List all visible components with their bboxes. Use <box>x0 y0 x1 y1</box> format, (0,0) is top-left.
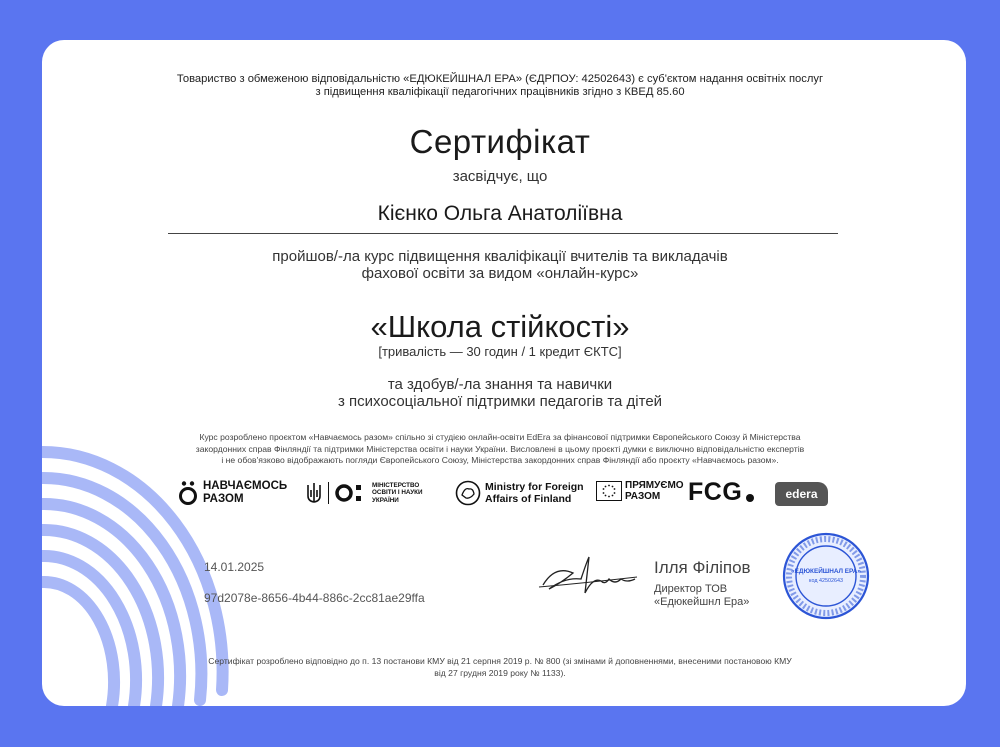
completed-line-2: фахової освіти за видом «онлайн-курс» <box>361 265 639 282</box>
seal-center-line-2: код 42502643 <box>809 578 843 584</box>
seal-center-line-1: «ЕДЮКЕЙШНАЛ ЕРА» <box>791 568 861 575</box>
mfa-line-1: Ministry for Foreign <box>485 481 584 493</box>
disclaimer-line-1: Курс розроблено проєктом «Навчаємось разом» спільно зі студією онлайн-освіти EdEra за фінансової підтримки Європейського Союзу й Міністерства <box>199 432 801 442</box>
signer-role-line-1: Директор ТОВ <box>654 583 728 595</box>
signature-image <box>535 555 640 600</box>
logo-edera <box>775 482 828 506</box>
mon-mark-icon <box>335 482 369 504</box>
partner-logos <box>0 472 1000 516</box>
header-line-2: з підвищення кваліфікації педагогічних працівників згідно з КВЕД 85.60 <box>315 86 685 98</box>
signer-name: Ілля Філіпов <box>654 558 751 577</box>
recipient-name: Кієнко Ольга Анатоліївна <box>377 202 623 225</box>
edera-text: edera <box>785 487 818 501</box>
fcg-text: FCG <box>688 478 743 506</box>
edera-badge <box>775 482 828 506</box>
footer-line-2: від 27 грудня 2019 року № 1133). <box>434 667 566 678</box>
mon-divider <box>328 482 329 504</box>
logo-eu-pryamuemo-razom <box>596 480 684 502</box>
acquired-line-2: з психосоціальної підтримки педагогів та дітей <box>337 393 663 410</box>
funding-disclaimer <box>0 432 1000 467</box>
official-seal-image <box>782 532 870 620</box>
navchaemos-line-2: РАЗОМ <box>203 493 244 505</box>
signer-role-line-2: «Едюкейшнл Ера» <box>654 596 750 608</box>
disclaimer-line-2: закордонних справ Фінляндії та підтримки Міністерства освіти і науки України. Висловлені в цьому проєкті думки є виключно відповідальністю експертів <box>195 443 805 454</box>
navchaemos-line-1: НАВЧАЄМОСЬ <box>203 480 288 492</box>
header-line-1: Товариство з обмеженою відповідальністю «ЕДЮКЕЙШНАЛ ЕРА» (ЄДРПОУ: 42502643) є суб'єктом надання освітніх послуг <box>176 73 824 85</box>
mon-line-1: МІНІСТЕРСТВО <box>372 482 420 490</box>
logo-navchaemos-razom <box>178 480 287 506</box>
completed-text <box>0 248 1000 282</box>
provider-header <box>0 73 1000 99</box>
certificate-id: 97d2078e-8656-4b44-886c-2cc81ae29ffa <box>204 591 425 605</box>
course-duration: [тривалість — 30 годин / 1 кредит ЄКТС] <box>378 344 622 359</box>
eu-flag-icon <box>596 481 622 501</box>
acquired-line-1: та здобув/-ла знання та навички <box>387 376 613 393</box>
certifies-text: засвідчує, що <box>452 168 548 185</box>
legal-footer <box>0 656 1000 679</box>
recipient-underline <box>168 233 838 234</box>
logo-fcg <box>688 478 754 507</box>
fcg-dot-icon <box>746 494 754 502</box>
certificate-title: Сертифікат <box>409 123 591 160</box>
disclaimer-line-3: і не обов'язково відображають погляди Європейського Союзу, Міністерства закордонних справ Фінляндії або проєкту «Навчаємось разом». <box>221 455 779 465</box>
course-title: «Школа стійкості» <box>370 309 630 344</box>
mon-line-2: ОСВІТИ І НАУКИ <box>372 489 423 497</box>
mon-line-3: УКРАЇНИ <box>372 496 399 504</box>
logo-ministry-education <box>306 482 423 504</box>
issue-date: 14.01.2025 <box>204 560 265 574</box>
trident-icon <box>306 482 322 504</box>
eu-line-1: ПРЯМУЄМО <box>625 480 684 491</box>
eu-line-2: РАЗОМ <box>625 491 661 502</box>
footer-line-1: Сертифікат розроблено відповідно до п. 13 постанови КМУ від 21 серпня 2019 р. № 800 (зі змінами й доповненнями, внесеними постановою КМУ <box>208 656 792 666</box>
signer-role <box>654 583 749 609</box>
acquired-text <box>0 376 1000 410</box>
logo-mfa-finland <box>455 480 584 506</box>
finland-emblem-icon <box>455 480 481 506</box>
completed-line-1: пройшов/-ла курс підвищення кваліфікації вчителів та викладачів <box>272 248 728 265</box>
navchaemos-icon <box>178 480 198 506</box>
mfa-line-2: Affairs of Finland <box>485 493 572 505</box>
